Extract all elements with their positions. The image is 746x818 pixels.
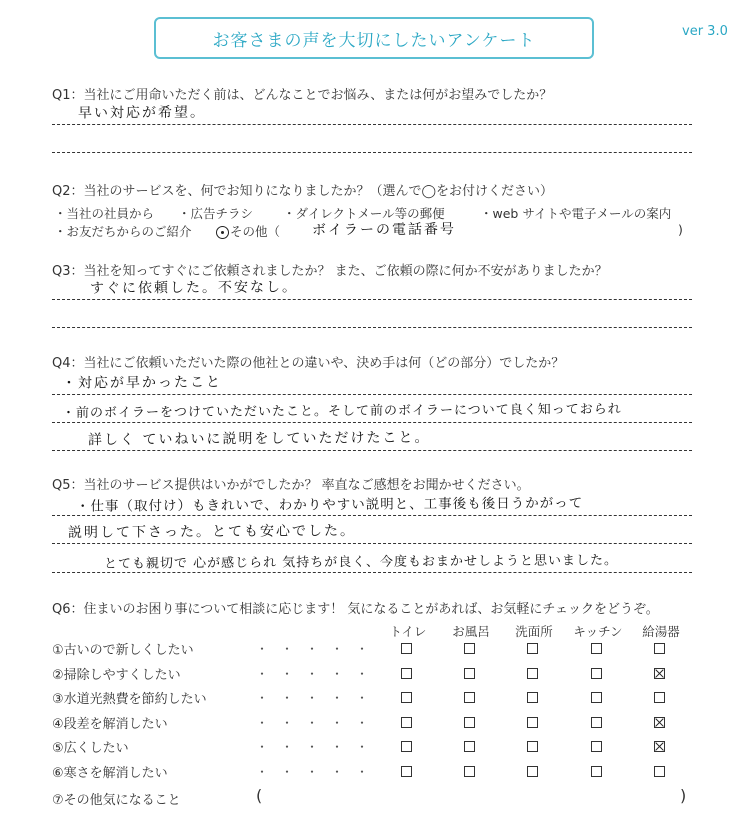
q2-other-answer: ボイラーの電話番号: [311, 221, 457, 239]
checkbox-4-お風呂[interactable]: [464, 717, 475, 728]
column-header-kitchen: キッチン: [573, 624, 623, 639]
q2-option-website: ・web サイトや電子メールの案内: [480, 206, 672, 221]
q2-option-other: [216, 222, 280, 240]
checklist-row-label: ①古いので新しくしたい: [52, 643, 194, 658]
q1-answer-line-2: [52, 152, 692, 153]
q5-answer-3: とても親切で 心が感じられ 気持ちが良く、今度もおまかせしようと思いました。: [103, 553, 619, 572]
checklist-row-label: ⑥寒さを解消したい: [52, 766, 168, 781]
checkbox-3-給湯器[interactable]: [654, 692, 665, 703]
checkbox-6-キッチン[interactable]: [591, 766, 602, 777]
q2-option-friend: ・お友だちからのご紹介: [54, 224, 192, 239]
q2-other-close-paren: ): [678, 222, 683, 237]
checklist-row-label: ②掃除しやすくしたい: [52, 668, 181, 683]
checkbox-4-洗面所[interactable]: [527, 717, 538, 728]
q4-answer-2: ・前のボイラーをつけていただいたこと。そして前のボイラーについて良く知っておられ: [61, 402, 622, 421]
q5-answer-1: ・仕事（取付け）もきれいで、わかりやすい説明と、工事後も後日うかがって: [75, 495, 584, 515]
column-header-bath: お風呂: [452, 624, 490, 639]
checkbox-1-キッチン[interactable]: [591, 643, 602, 654]
q1-question: Q1：当社にご用命いただく前は、どんなことでお悩み、または何がお望みでしたか？: [52, 88, 553, 103]
q3-answer: すぐに依頼した。不安なし。: [89, 279, 299, 297]
checkbox-6-お風呂[interactable]: [464, 766, 475, 777]
checkbox-1-洗面所[interactable]: [527, 643, 538, 654]
checkbox-5-給湯器[interactable]: [654, 741, 665, 752]
q2-option-flyer: ・広告チラシ: [178, 206, 254, 221]
checkbox-2-お風呂[interactable]: [464, 668, 475, 679]
checkbox-5-キッチン[interactable]: [591, 741, 602, 752]
checkbox-3-キッチン[interactable]: [591, 692, 602, 703]
q1-answer: 早い対応が希望。: [77, 104, 207, 122]
q4-answer-1: ・対応が早かったこと: [61, 374, 223, 392]
checklist-row-label: ④段差を解消したい: [52, 717, 168, 732]
checkbox-1-お風呂[interactable]: [464, 643, 475, 654]
column-header-washroom: 洗面所: [515, 624, 553, 639]
checkbox-1-トイレ[interactable]: [401, 643, 412, 654]
q4-answer-line-3: [52, 450, 692, 451]
q3-question: Q3：当社を知ってすぐにご依頼されましたか？ また、ご依頼の際に何か不安がありましたか？: [52, 264, 608, 279]
checkbox-4-給湯器[interactable]: [654, 717, 665, 728]
checkbox-6-トイレ[interactable]: [401, 766, 412, 777]
checkbox-5-お風呂[interactable]: [464, 741, 475, 752]
column-header-toilet: トイレ: [389, 624, 427, 639]
checkbox-5-トイレ[interactable]: [401, 741, 412, 752]
leader-dots: ・・・・・: [256, 765, 382, 779]
checkbox-5-洗面所[interactable]: [527, 741, 538, 752]
version-label: ver 3.0: [682, 24, 728, 39]
q2-question: Q2：当社のサービスを、何でお知りになりましたか？（選んで◯をお付けください）: [52, 184, 554, 199]
checkbox-4-キッチン[interactable]: [591, 717, 602, 728]
q5-answer-line-1: [52, 515, 692, 516]
survey-title: お客さまの声を大切にしたいアンケート: [154, 17, 594, 59]
q4-question: Q4：当社にご依頼いただいた際の他社との違いや、決め手は何（どの部分）でしたか？: [52, 356, 565, 371]
q6-question: Q6：住まいのお困り事について相談に応じます！ 気になることがあれば、お気軽にチェックをどうぞ。: [52, 602, 659, 617]
checkbox-2-洗面所[interactable]: [527, 668, 538, 679]
q4-answer-line-1: [52, 394, 692, 395]
checkbox-2-給湯器[interactable]: [654, 668, 665, 679]
q5-question: Q5：当社のサービス提供はいかがでしたか？ 率直なご感想をお聞かせください。: [52, 478, 530, 493]
q1-answer-line-1: [52, 124, 692, 125]
q5-answer-2: 説明して下さった。とても安心でした。: [67, 522, 357, 542]
q2-option-staff: ・当社の社員から: [54, 206, 155, 221]
leader-dots: ・・・・・: [256, 740, 382, 754]
q2-option-other-label: その他（: [230, 224, 281, 239]
checkbox-3-お風呂[interactable]: [464, 692, 475, 703]
q6-other-open-paren: (: [256, 786, 263, 805]
leader-dots: ・・・・・: [256, 642, 382, 656]
column-header-water-heater: 給湯器: [642, 624, 680, 639]
checkbox-2-トイレ[interactable]: [401, 668, 412, 679]
checkbox-3-洗面所[interactable]: [527, 692, 538, 703]
q3-answer-line-2: [52, 327, 692, 328]
leader-dots: ・・・・・: [256, 716, 382, 730]
checkbox-4-トイレ[interactable]: [401, 717, 412, 728]
leader-dots: ・・・・・: [256, 667, 382, 681]
checkbox-6-洗面所[interactable]: [527, 766, 538, 777]
checkbox-3-トイレ[interactable]: [401, 692, 412, 703]
q5-answer-line-2: [52, 543, 692, 544]
q6-other-close-paren: ): [680, 786, 687, 805]
checklist-row-label: ⑤広くしたい: [52, 741, 129, 756]
q4-answer-line-2: [52, 422, 692, 423]
selected-circle-icon: [216, 226, 229, 239]
checkbox-6-給湯器[interactable]: [654, 766, 665, 777]
q2-option-direct-mail: ・ダイレクトメール等の郵便: [283, 206, 445, 221]
checkbox-2-キッチン[interactable]: [591, 668, 602, 679]
leader-dots: ・・・・・: [256, 691, 382, 705]
q3-answer-line-1: [52, 299, 692, 300]
checklist-row-label: ③水道光熱費を節約したい: [52, 692, 207, 707]
q6-other-label: ⑦その他気になること: [52, 793, 181, 808]
checkbox-1-給湯器[interactable]: [654, 643, 665, 654]
q4-answer-3: 詳しく ていねいに説明をしていただけたこと。: [87, 429, 431, 449]
q5-answer-line-3: [52, 572, 692, 573]
